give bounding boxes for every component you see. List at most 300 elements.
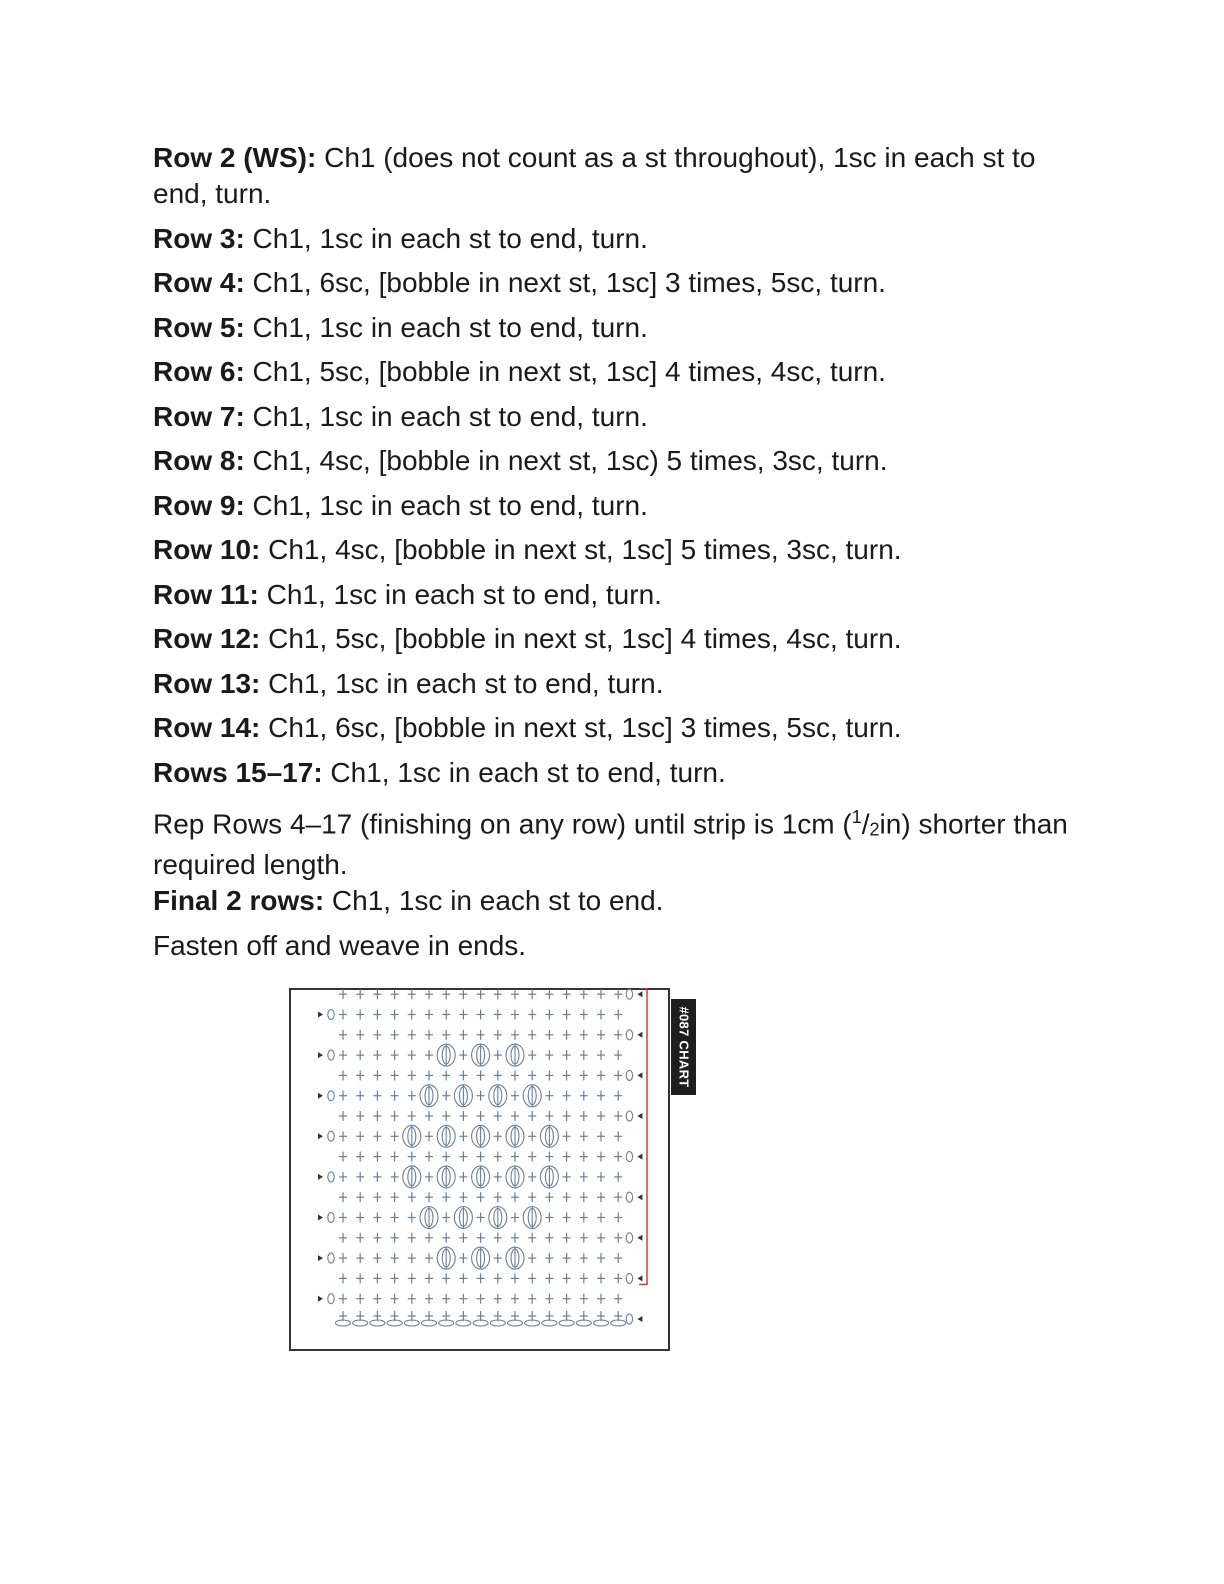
sc-stitch	[373, 1192, 381, 1202]
sc-stitch	[442, 1010, 450, 1020]
sc-stitch	[339, 1233, 347, 1243]
sc-stitch	[614, 1070, 622, 1080]
instruction-row-6-text: Ch1, 5sc, [bobble in next st, 1sc] 4 times, 4sc, turn.	[244, 356, 886, 387]
turning-chain	[626, 989, 642, 999]
sc-stitch	[477, 1111, 485, 1121]
sc-stitch	[545, 1311, 553, 1321]
sc-stitch	[597, 1192, 605, 1202]
instruction-row-13-text: Ch1, 1sc in each st to end, turn.	[260, 667, 664, 699]
sc-stitch	[425, 1311, 433, 1321]
sc-stitch	[511, 1010, 519, 1020]
sc-stitch	[580, 1233, 588, 1243]
sc-stitch	[597, 1213, 605, 1223]
sc-stitch	[494, 1111, 502, 1121]
sc-stitch	[339, 1111, 347, 1121]
instruction-row-7	[153, 399, 1073, 435]
sc-stitch	[614, 1111, 622, 1121]
turning-chain	[626, 1111, 642, 1121]
sc-stitch	[373, 1253, 381, 1263]
sc-stitch	[477, 989, 485, 999]
sc-stitch	[339, 1273, 347, 1283]
sc-stitch	[545, 1050, 553, 1060]
instruction-row-2-text: Ch1 (does not count as a st throughout), 1sc in each st to end, turn.	[153, 142, 1036, 209]
sc-stitch	[391, 1253, 399, 1263]
turning-chain	[318, 1253, 334, 1263]
sc-stitch	[373, 1091, 381, 1101]
sc-stitch	[459, 1111, 467, 1121]
sc-stitch	[408, 1253, 416, 1263]
sc-stitch	[511, 1091, 519, 1101]
bobble-stitch	[506, 1166, 524, 1188]
sc-stitch	[563, 1233, 571, 1243]
sc-stitch	[477, 1273, 485, 1283]
sc-stitch	[391, 1233, 399, 1243]
sc-stitch	[391, 1050, 399, 1060]
sc-stitch	[425, 1192, 433, 1202]
sc-stitch	[580, 1311, 588, 1321]
sc-stitch	[391, 989, 399, 999]
sc-stitch	[477, 1091, 485, 1101]
sc-stitch	[373, 989, 381, 999]
sc-stitch	[459, 1311, 467, 1321]
bobble-stitch	[489, 1207, 507, 1229]
sc-stitch	[442, 1091, 450, 1101]
sc-stitch	[391, 1172, 399, 1182]
sc-stitch	[494, 1010, 502, 1020]
turning-chain	[626, 1314, 642, 1324]
bobble-stitch	[472, 1044, 490, 1066]
turning-chain	[318, 1172, 334, 1182]
sc-stitch	[356, 1091, 364, 1101]
sc-stitch	[391, 1213, 399, 1223]
sc-stitch	[373, 1050, 381, 1060]
sc-stitch	[614, 989, 622, 999]
sc-stitch	[408, 1050, 416, 1060]
sc-stitch	[528, 1294, 536, 1304]
sc-stitch	[408, 1070, 416, 1080]
sc-stitch	[442, 1273, 450, 1283]
sc-stitch	[425, 1253, 433, 1263]
sc-stitch	[494, 1233, 502, 1243]
sc-stitch	[511, 1192, 519, 1202]
sc-stitch	[339, 1294, 347, 1304]
sc-stitch	[528, 1152, 536, 1162]
sc-stitch	[356, 1050, 364, 1060]
instruction-row-15-text: Ch1, 1sc in each st to end, turn.	[322, 756, 726, 788]
sc-stitch	[545, 1233, 553, 1243]
sc-stitch	[580, 1294, 588, 1304]
sc-stitch	[408, 989, 416, 999]
sc-stitch	[580, 1273, 588, 1283]
instruction-row-10	[153, 532, 1073, 568]
sc-stitch	[459, 1010, 467, 1020]
sc-stitch	[408, 1233, 416, 1243]
sc-stitch	[339, 1311, 347, 1321]
sc-stitch	[563, 989, 571, 999]
pattern-instructions	[153, 140, 1073, 972]
instruction-row-4-label: Row 4:	[153, 267, 245, 298]
sc-stitch	[563, 1273, 571, 1283]
sc-stitch	[391, 1273, 399, 1283]
sc-stitch	[459, 1233, 467, 1243]
sc-stitch	[528, 1070, 536, 1080]
sc-stitch	[391, 1070, 399, 1080]
sc-stitch	[425, 1050, 433, 1060]
sc-stitch	[459, 989, 467, 999]
sc-stitch	[580, 1091, 588, 1101]
turning-chain	[318, 1091, 334, 1101]
sc-stitch	[459, 1253, 467, 1263]
bobble-stitch	[454, 1207, 472, 1229]
sc-stitch	[373, 1111, 381, 1121]
sc-stitch	[614, 1233, 622, 1243]
bobble-stitch	[523, 1085, 541, 1107]
instruction-row-2	[153, 140, 1073, 212]
sc-stitch	[614, 1091, 622, 1101]
sc-stitch	[425, 1233, 433, 1243]
sc-stitch	[511, 1273, 519, 1283]
instruction-row-3-label: Row 3:	[153, 222, 245, 254]
sc-stitch	[545, 1213, 553, 1223]
sc-stitch	[391, 1091, 399, 1101]
sc-stitch	[545, 1010, 553, 1020]
sc-stitch	[408, 1030, 416, 1040]
sc-stitch	[545, 1091, 553, 1101]
bobble-stitch	[403, 1125, 421, 1147]
sc-stitch	[494, 1070, 502, 1080]
sc-stitch	[494, 1192, 502, 1202]
sc-stitch	[614, 1311, 622, 1321]
bobble-stitch	[506, 1125, 524, 1147]
sc-stitch	[597, 1311, 605, 1321]
turning-chain	[626, 1273, 642, 1283]
instruction-row-12-label: Row 12:	[153, 623, 261, 654]
sc-stitch	[459, 1172, 467, 1182]
sc-stitch	[356, 1070, 364, 1080]
sc-stitch	[597, 1111, 605, 1121]
instruction-row-2-label: Row 2 (WS):	[153, 142, 317, 173]
sc-stitch	[459, 1273, 467, 1283]
turning-chain	[318, 1294, 334, 1304]
sc-stitch	[563, 1050, 571, 1060]
sc-stitch	[545, 1192, 553, 1202]
sc-stitch	[391, 1111, 399, 1121]
sc-stitch	[459, 1050, 467, 1060]
sc-stitch	[339, 1131, 347, 1141]
sc-stitch	[339, 1030, 347, 1040]
sc-stitch	[391, 1152, 399, 1162]
sc-stitch	[494, 1172, 502, 1182]
sc-stitch	[442, 1030, 450, 1040]
sc-stitch	[580, 1213, 588, 1223]
fasten-off-instruction	[153, 928, 1073, 964]
sc-stitch	[459, 1294, 467, 1304]
fasten-off-instruction-text: Fasten off and weave in ends.	[153, 929, 527, 961]
sc-stitch	[545, 1070, 553, 1080]
sc-stitch	[339, 1050, 347, 1060]
sc-stitch	[373, 1131, 381, 1141]
sc-stitch	[580, 989, 588, 999]
sc-stitch	[356, 1030, 364, 1040]
turning-chain	[626, 1233, 642, 1243]
sc-stitch	[408, 1091, 416, 1101]
sc-stitch	[614, 1192, 622, 1202]
turning-chain	[318, 1213, 334, 1223]
sc-stitch	[373, 1152, 381, 1162]
sc-stitch	[597, 1070, 605, 1080]
sc-stitch	[563, 1152, 571, 1162]
sc-stitch	[614, 1172, 622, 1182]
bobble-stitch	[420, 1085, 438, 1107]
sc-stitch	[356, 1131, 364, 1141]
sc-stitch	[442, 1213, 450, 1223]
bobble-stitch	[506, 1044, 524, 1066]
instruction-row-10-label: Row 10:	[153, 534, 261, 565]
sc-stitch	[356, 1192, 364, 1202]
bobble-stitch	[437, 1247, 455, 1269]
sc-stitch	[494, 989, 502, 999]
sc-stitch	[614, 1273, 622, 1283]
sc-stitch	[614, 1294, 622, 1304]
sc-stitch	[511, 1213, 519, 1223]
instruction-row-12	[153, 621, 1073, 657]
sc-stitch	[511, 1152, 519, 1162]
sc-stitch	[597, 1172, 605, 1182]
sc-stitch	[597, 1273, 605, 1283]
sc-stitch	[597, 1131, 605, 1141]
sc-stitch	[356, 1294, 364, 1304]
sc-stitch	[545, 1030, 553, 1040]
sc-stitch	[580, 1192, 588, 1202]
instruction-row-13	[153, 666, 1073, 702]
sc-stitch	[339, 1192, 347, 1202]
sc-stitch	[356, 989, 364, 999]
bobble-stitch	[472, 1247, 490, 1269]
sc-stitch	[391, 1030, 399, 1040]
sc-stitch	[408, 1192, 416, 1202]
sc-stitch	[614, 1050, 622, 1060]
sc-stitch	[425, 1273, 433, 1283]
sc-stitch	[511, 1111, 519, 1121]
bobble-stitch	[489, 1085, 507, 1107]
sc-stitch	[563, 1213, 571, 1223]
sc-stitch	[563, 1294, 571, 1304]
bobble-stitch	[506, 1247, 524, 1269]
sc-stitch	[614, 1152, 622, 1162]
sc-stitch	[563, 1010, 571, 1020]
sc-stitch	[425, 1152, 433, 1162]
sc-stitch	[477, 1152, 485, 1162]
sc-stitch	[545, 1253, 553, 1263]
sc-stitch	[580, 1030, 588, 1040]
sc-stitch	[356, 1172, 364, 1182]
sc-stitch	[425, 1010, 433, 1020]
sc-stitch	[339, 1070, 347, 1080]
sc-stitch	[511, 1233, 519, 1243]
sc-stitch	[373, 1172, 381, 1182]
sc-stitch	[494, 1050, 502, 1060]
sc-stitch	[477, 1070, 485, 1080]
sc-stitch	[563, 1172, 571, 1182]
instruction-row-5-label: Row 5:	[153, 311, 245, 343]
sc-stitch	[545, 989, 553, 999]
sc-stitch	[356, 1111, 364, 1121]
sc-stitch	[614, 1131, 622, 1141]
sc-stitch	[356, 1311, 364, 1321]
sc-stitch	[442, 1070, 450, 1080]
bobble-stitch	[523, 1207, 541, 1229]
sc-stitch	[356, 1213, 364, 1223]
sc-stitch	[597, 1294, 605, 1304]
sc-stitch	[545, 1273, 553, 1283]
sc-stitch	[442, 1192, 450, 1202]
sc-stitch	[528, 1050, 536, 1060]
bobble-stitch	[437, 1125, 455, 1147]
bobble-stitch	[472, 1166, 490, 1188]
sc-stitch	[425, 1111, 433, 1121]
sc-stitch	[477, 1213, 485, 1223]
instruction-row-13-label: Row 13:	[153, 667, 261, 699]
sc-stitch	[494, 1311, 502, 1321]
bobble-stitch	[540, 1125, 558, 1147]
final-rows-instruction	[153, 883, 1073, 919]
sc-stitch	[373, 1273, 381, 1283]
sc-stitch	[459, 1030, 467, 1040]
sc-stitch	[459, 1192, 467, 1202]
sc-stitch	[528, 1172, 536, 1182]
sc-stitch	[563, 1311, 571, 1321]
instruction-row-11	[153, 577, 1073, 613]
sc-stitch	[477, 1233, 485, 1243]
instruction-row-4	[153, 265, 1073, 301]
sc-stitch	[459, 1070, 467, 1080]
sc-stitch	[597, 989, 605, 999]
sc-stitch	[442, 1311, 450, 1321]
sc-stitch	[545, 1294, 553, 1304]
sc-stitch	[545, 1111, 553, 1121]
chart-tab-label: #087 CHART	[676, 1006, 691, 1088]
sc-stitch	[477, 1311, 485, 1321]
sc-stitch	[580, 1152, 588, 1162]
sc-stitch	[545, 1152, 553, 1162]
sc-stitch	[339, 1010, 347, 1020]
sc-stitch	[494, 1273, 502, 1283]
sc-stitch	[580, 1172, 588, 1182]
sc-stitch	[408, 1273, 416, 1283]
sc-stitch	[528, 1030, 536, 1040]
instruction-row-15-label: Rows 15–17:	[153, 756, 323, 788]
sc-stitch	[528, 989, 536, 999]
instruction-row-7-label: Row 7:	[153, 400, 245, 432]
sc-stitch	[408, 1010, 416, 1020]
sc-stitch	[373, 1311, 381, 1321]
instruction-row-8-text: Ch1, 4sc, [bobble in next st, 1sc) 5 times, 3sc, turn.	[244, 445, 888, 476]
bobble-stitch	[437, 1044, 455, 1066]
instruction-row-5-text: Ch1, 1sc in each st to end, turn.	[244, 311, 648, 343]
sc-stitch	[614, 1010, 622, 1020]
sc-stitch	[356, 1273, 364, 1283]
sc-stitch	[339, 1172, 347, 1182]
sc-stitch	[597, 1233, 605, 1243]
sc-stitch	[580, 1111, 588, 1121]
instruction-row-9	[153, 488, 1073, 524]
final-rows-instruction-text: Ch1, 1sc in each st to end.	[324, 885, 664, 917]
bobble-stitch	[403, 1166, 421, 1188]
sc-stitch	[391, 1311, 399, 1321]
sc-stitch	[442, 1233, 450, 1243]
sc-stitch	[425, 1131, 433, 1141]
sc-stitch	[442, 1152, 450, 1162]
turning-chain	[626, 1070, 642, 1080]
turning-chain	[318, 1010, 334, 1020]
sc-stitch	[408, 1152, 416, 1162]
sc-stitch	[494, 1253, 502, 1263]
bobble-stitch	[437, 1166, 455, 1188]
sc-stitch	[563, 1030, 571, 1040]
sc-stitch	[597, 1030, 605, 1040]
sc-stitch	[442, 1111, 450, 1121]
sc-stitch	[408, 1111, 416, 1121]
sc-stitch	[511, 1294, 519, 1304]
sc-stitch	[528, 1273, 536, 1283]
instruction-row-8-label: Row 8:	[153, 445, 245, 476]
sc-stitch	[373, 1233, 381, 1243]
sc-stitch	[597, 1010, 605, 1020]
instruction-row-14	[153, 710, 1073, 746]
instruction-row-7-text: Ch1, 1sc in each st to end, turn.	[244, 400, 648, 432]
instruction-row-6-label: Row 6:	[153, 356, 245, 387]
sc-stitch	[356, 1233, 364, 1243]
sc-stitch	[477, 1030, 485, 1040]
instruction-row-6	[153, 354, 1073, 390]
sc-stitch	[563, 1253, 571, 1263]
instruction-row-12-text: Ch1, 5sc, [bobble in next st, 1sc] 4 times, 4sc, turn.	[260, 623, 902, 654]
sc-stitch	[511, 1311, 519, 1321]
sc-stitch	[459, 1131, 467, 1141]
bobble-stitch	[472, 1125, 490, 1147]
sc-stitch	[442, 1294, 450, 1304]
sc-stitch	[477, 1294, 485, 1304]
sc-stitch	[580, 1131, 588, 1141]
sc-stitch	[391, 1010, 399, 1020]
sc-stitch	[511, 1030, 519, 1040]
sc-stitch	[597, 1152, 605, 1162]
sc-stitch	[477, 1192, 485, 1202]
sc-stitch	[528, 1010, 536, 1020]
instruction-row-14-text: Ch1, 6sc, [bobble in next st, 1sc] 3 times, 5sc, turn.	[260, 712, 902, 743]
sc-stitch	[442, 989, 450, 999]
sc-stitch	[425, 1030, 433, 1040]
sc-stitch	[356, 1152, 364, 1162]
sc-stitch	[459, 1152, 467, 1162]
sc-stitch	[477, 1010, 485, 1020]
sc-stitch	[408, 1213, 416, 1223]
sc-stitch	[408, 1311, 416, 1321]
sc-stitch	[528, 1233, 536, 1243]
instruction-row-8	[153, 443, 1073, 479]
turning-chain	[318, 1131, 334, 1141]
sc-stitch	[373, 1070, 381, 1080]
instruction-row-11-label: Row 11:	[153, 578, 259, 610]
sc-stitch	[563, 1131, 571, 1141]
sc-stitch	[391, 1294, 399, 1304]
sc-stitch	[563, 1192, 571, 1202]
sc-stitch	[511, 1070, 519, 1080]
sc-stitch	[580, 1010, 588, 1020]
sc-stitch	[528, 1192, 536, 1202]
instruction-row-5	[153, 310, 1073, 346]
sc-stitch	[425, 1070, 433, 1080]
